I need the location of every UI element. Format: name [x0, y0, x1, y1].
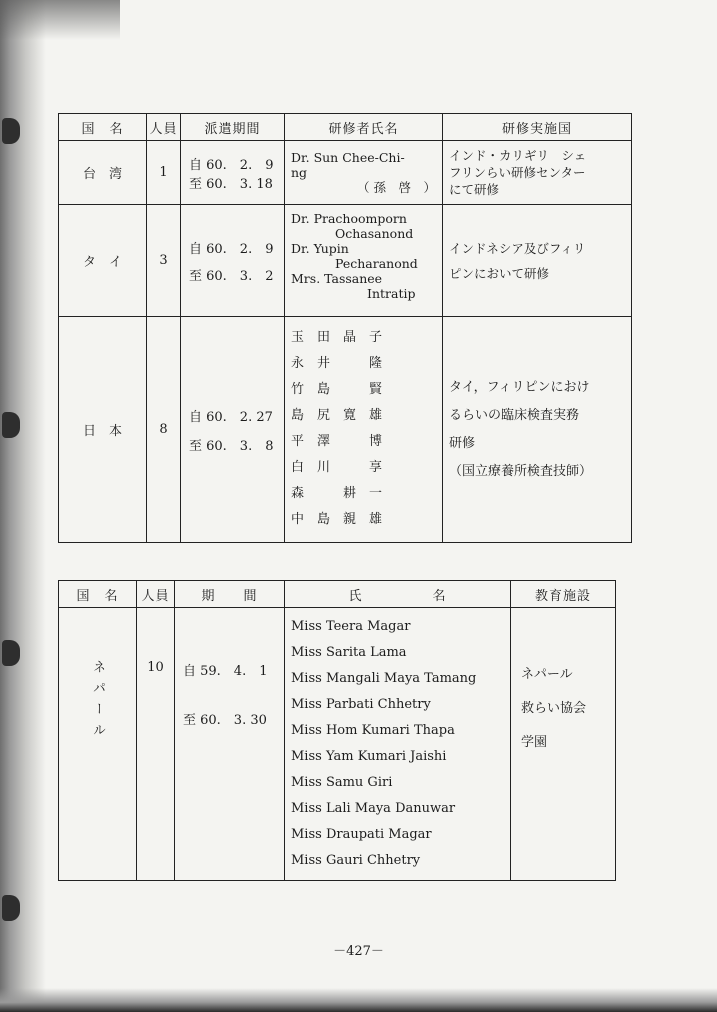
venue-cell	[443, 317, 632, 543]
period-to: 至 60. 3. 30	[183, 713, 267, 728]
header-period: 派遣期間	[181, 114, 285, 141]
institution-line: ネパール	[521, 667, 573, 682]
table-row	[59, 317, 632, 543]
venue-line: インド・カリギリ シェ	[449, 148, 587, 163]
trainee-name: Miss Lali Maya Danuwar	[291, 801, 456, 816]
binder-ring	[2, 118, 20, 144]
trainee-name: Miss Draupati Magar	[291, 827, 432, 842]
header-country: 国 名	[59, 581, 137, 608]
period-to: 至 60. 3. 2	[189, 268, 274, 284]
table-row	[59, 205, 632, 317]
scan-shadow-bottom	[0, 988, 717, 1012]
trainee-name: Dr. Sun Chee-Chi-	[291, 150, 405, 165]
venue-line: フリンらい研修センター	[449, 165, 586, 180]
trainee-name: 永 井 隆	[291, 356, 383, 371]
venue-line: 研修	[449, 435, 476, 451]
trainee-name: Intratip	[367, 286, 416, 301]
trainee-name: Dr. Prachoomporn	[291, 211, 407, 226]
binding-shadow	[0, 0, 46, 1012]
trainee-name: Miss Mangali Maya Tamang	[291, 671, 477, 686]
period-from: 自 60. 2. 9	[189, 157, 274, 173]
page-number: －427－	[333, 944, 384, 959]
trainee-name: ng	[291, 165, 308, 180]
trainee-name: 森 耕 一	[291, 486, 383, 501]
period-cell	[181, 141, 285, 205]
binder-ring	[2, 640, 20, 666]
trainee-name: Ochasanond	[335, 226, 414, 241]
header-count: 人員	[147, 114, 181, 141]
period-cell	[175, 608, 285, 881]
period-from: 自 59. 4. 1	[183, 664, 268, 679]
institution-line: 学園	[521, 735, 548, 750]
trainee-name: 玉 田 晶 子	[291, 330, 383, 345]
trainee-name: Miss Sarita Lama	[291, 645, 407, 660]
trainee-name-kanji: （ 孫 啓 ）	[357, 180, 436, 195]
trainee-name: Mrs. Tassanee	[291, 271, 383, 286]
names-cell	[285, 608, 511, 881]
venue-line: （国立療養所検査技師）	[449, 463, 593, 479]
venue-cell	[443, 205, 632, 317]
country-cell: タ イ	[59, 205, 147, 317]
period-from: 自 60. 2. 9	[189, 241, 274, 257]
institution-line: 救らい協会	[521, 701, 587, 716]
header-period: 期 間	[175, 581, 285, 608]
venue-cell	[443, 141, 632, 205]
count-cell: 8	[147, 317, 181, 543]
venue-line: インドネシア及びフィリ	[449, 240, 586, 256]
count-cell: 3	[147, 205, 181, 317]
period-to: 至 60. 3. 18	[189, 176, 273, 192]
names-cell	[285, 205, 443, 317]
venue-line: ピンにおいて研修	[449, 265, 550, 281]
header-institution: 教育施設	[511, 581, 616, 608]
header-country: 国 名	[59, 114, 147, 141]
period-cell	[181, 317, 285, 543]
scan-shadow-top	[0, 0, 120, 40]
period-to: 至 60. 3. 8	[189, 438, 274, 454]
binder-ring	[2, 412, 20, 438]
names-cell	[285, 141, 443, 205]
trainee-name: Miss Teera Magar	[291, 619, 411, 634]
trainee-name: Miss Yam Kumari Jaishi	[291, 749, 447, 764]
trainee-name: Miss Parbati Chhetry	[291, 697, 431, 712]
trainee-name: 中 島 親 雄	[291, 512, 383, 527]
country-vertical: ネパール	[90, 660, 105, 744]
trainee-name: 竹 島 賢	[291, 382, 383, 397]
venue-line: タイ，フィリピンにおけ	[449, 379, 590, 395]
count-cell: 1	[147, 141, 181, 205]
venue-line: るらいの臨床検査実務	[449, 407, 580, 423]
country-cell	[59, 608, 137, 881]
table-header-row	[59, 581, 616, 608]
trainee-name: Pecharanond	[335, 256, 418, 271]
count-cell	[137, 608, 175, 881]
trainee-name: Miss Samu Giri	[291, 775, 393, 790]
trainee-name: Miss Gauri Chhetry	[291, 853, 421, 868]
trainee-dispatch-table	[58, 113, 632, 543]
trainee-name: 白 川 享	[291, 460, 383, 475]
header-names: 氏 名	[285, 581, 511, 608]
trainee-name: 平 澤 博	[291, 434, 383, 449]
institution-cell	[511, 608, 616, 881]
country-cell: 台 湾	[59, 141, 147, 205]
table-header-row	[59, 114, 632, 141]
count-value: 10	[147, 660, 164, 675]
trainee-name: Miss Hom Kumari Thapa	[291, 723, 455, 738]
header-trainee-names: 研修者氏名	[285, 114, 443, 141]
period-from: 自 60. 2. 27	[189, 409, 273, 425]
names-cell	[285, 317, 443, 543]
period-cell	[181, 205, 285, 317]
trainee-name: 島 尻 寛 雄	[291, 408, 383, 423]
venue-line: にて研修	[449, 182, 500, 197]
country-cell: 日 本	[59, 317, 147, 543]
table-row	[59, 141, 632, 205]
trainee-name: Dr. Yupin	[291, 241, 349, 256]
header-count: 人員	[137, 581, 175, 608]
table-row	[59, 608, 616, 881]
header-training-country: 研修実施国	[443, 114, 632, 141]
nepal-trainee-table	[58, 580, 616, 881]
binder-ring	[2, 895, 20, 921]
